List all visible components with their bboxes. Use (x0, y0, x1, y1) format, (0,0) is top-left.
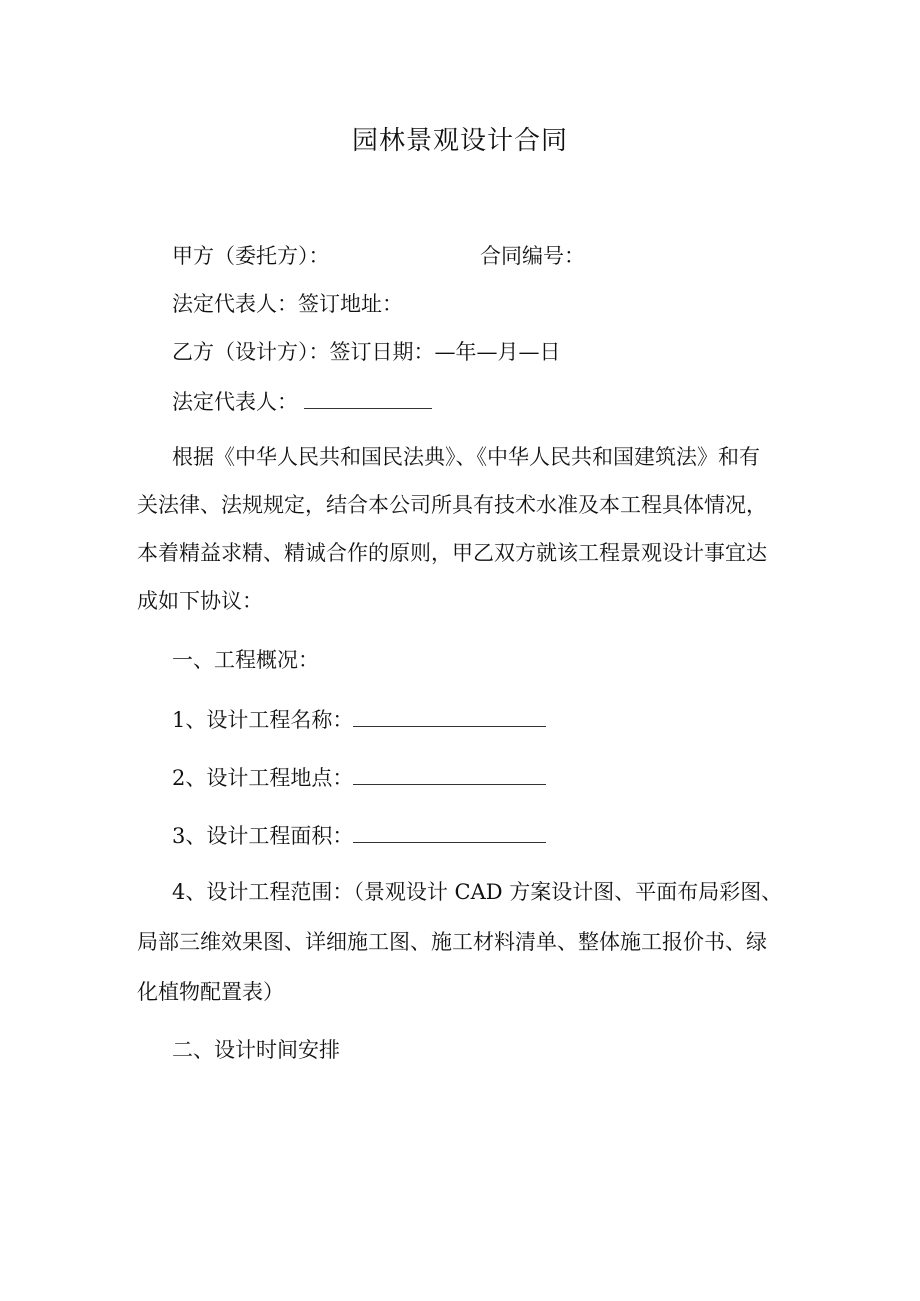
legal-representative-line (172, 390, 432, 413)
contract-number-label: 合同编号： (480, 244, 585, 268)
project-scope-line-3: 化植物配置表） (137, 980, 284, 1004)
project-name-blank (353, 708, 546, 727)
project-location-blank (353, 766, 546, 785)
preamble-line-2: 关法律、法规规定，结合本公司所具有技术水准及本工程具体情况， (137, 493, 767, 517)
project-location-line (172, 766, 546, 789)
section-1-heading: 一、工程概况： (172, 648, 319, 672)
document-title: 园林景观设计合同 (351, 126, 568, 156)
project-scope-line-1: 4、设计工程范围：（景观设计 CAD 方案设计图、平面布局彩图、 (172, 880, 783, 904)
preamble-line-4: 成如下协议： (137, 589, 263, 613)
project-area-label: 3、设计工程面积： (172, 824, 354, 848)
project-location-label: 2、设计工程地点： (172, 766, 354, 790)
legal-representative-blank (304, 390, 432, 409)
preamble-line-1: 根据《中华人民共和国民法典》、《中华人民共和国建筑法》和有 (172, 445, 760, 469)
party-a-label: 甲方（委托方）： (172, 244, 330, 268)
project-name-label: 1、设计工程名称： (172, 708, 354, 732)
project-name-line (172, 708, 546, 731)
legal-representative-signing-address: 法定代表人：签订地址： (172, 292, 403, 316)
section-2-heading: 二、设计时间安排 (172, 1038, 340, 1062)
party-b-signing-date: 乙方（设计方）：签订日期：—年—月—日 (172, 340, 561, 364)
project-scope-line-2: 局部三维效果图、详细施工图、施工材料清单、整体施工报价书、绿 (137, 930, 767, 954)
project-area-line (172, 824, 546, 847)
project-area-blank (353, 824, 546, 843)
legal-representative-label: 法定代表人： (172, 390, 298, 414)
preamble-line-3: 本着精益求精、精诚合作的原则，甲乙双方就该工程景观设计事宜达 (137, 541, 767, 565)
